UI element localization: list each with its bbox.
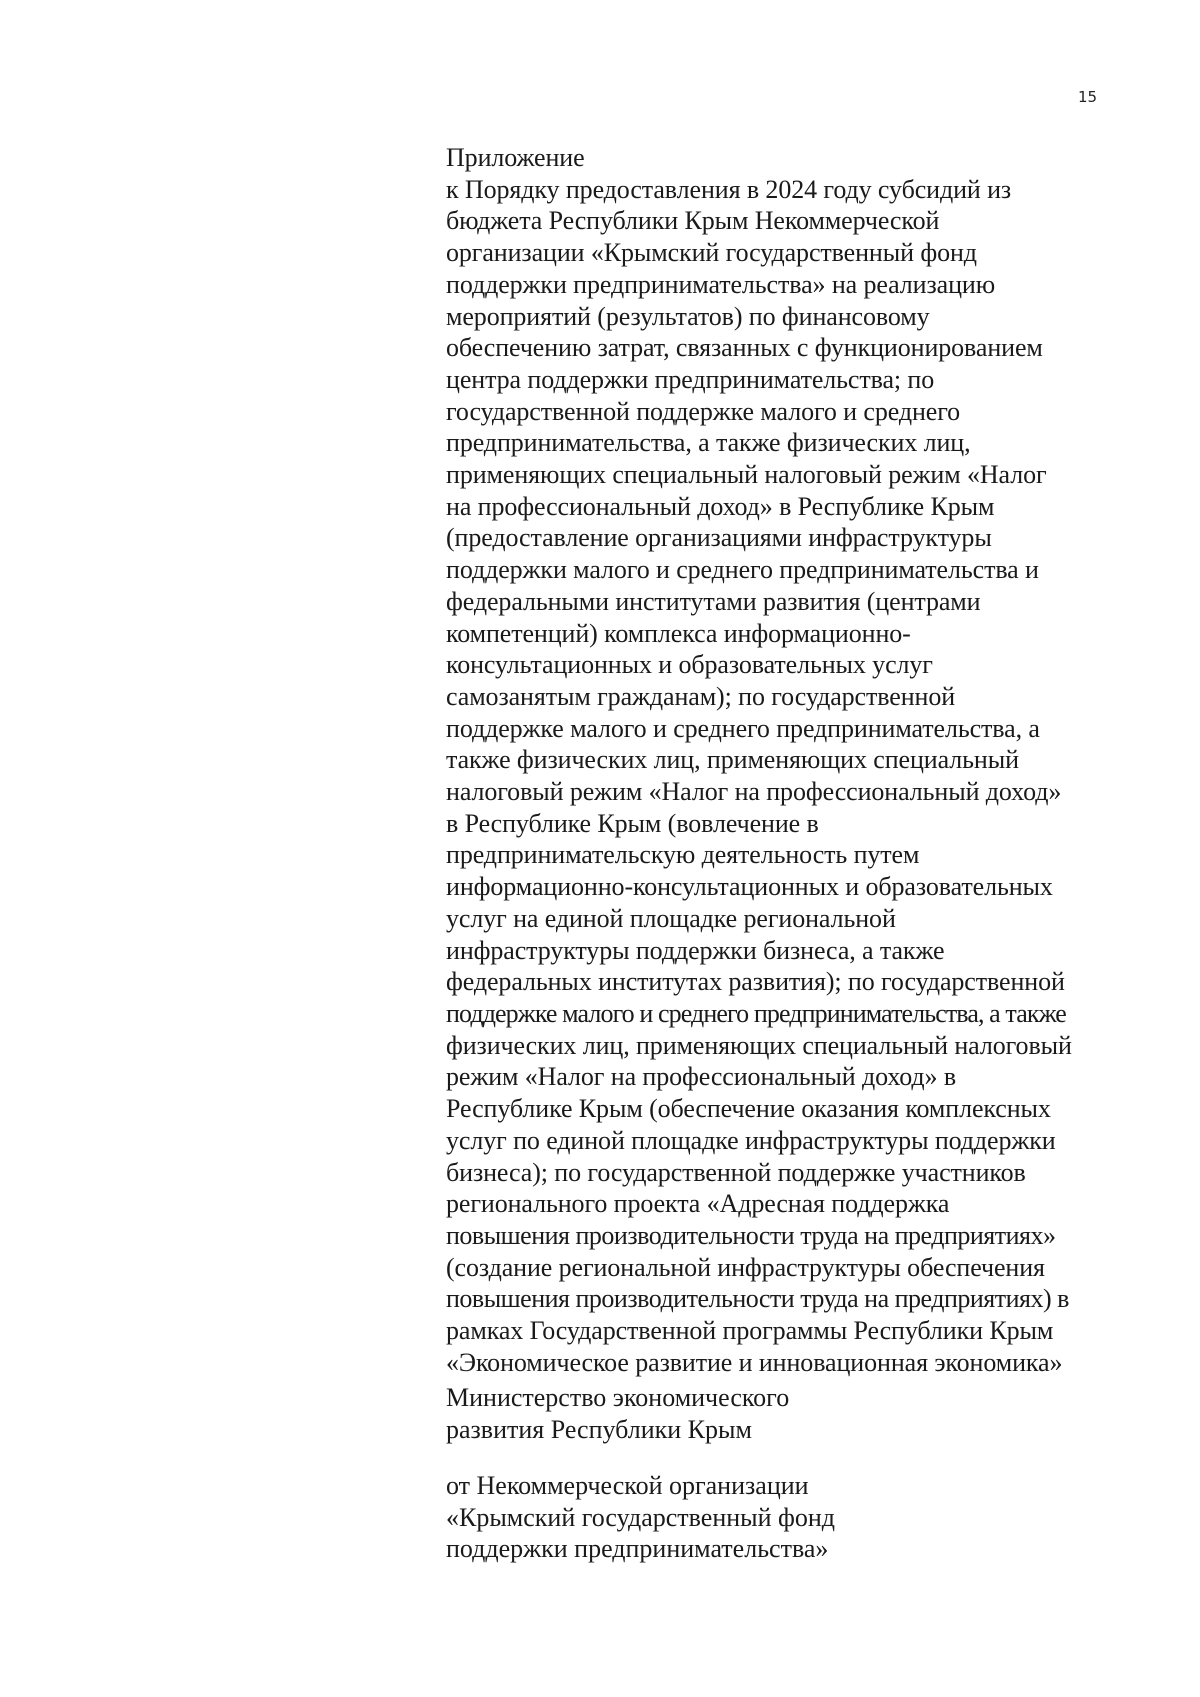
annex-line: мероприятий (результатов) по финансовому [446,301,930,331]
annex-line: самозанятым гражданам); по государственной [446,681,956,711]
annex-line: федеральных институтах развития); по государственной [446,967,1065,997]
annex-line: поддержке малого и среднего предпринимательства, а также [446,998,1066,1028]
annex-line: центра поддержки предпринимательства; по [446,364,935,394]
annex-line: информационно-консультационных и образовательных [446,872,1053,902]
sender-line: от Некоммерческой организации [446,1471,809,1500]
annex-line: поддержки предпринимательства» на реализацию [446,269,996,299]
annex-line: услуг по единой площадке инфраструктуры поддержки [446,1125,1056,1155]
annex-line: повышения производительности труда на предприятиях» [446,1220,1056,1250]
annex-line: организации «Крымский государственный фонд [446,238,977,268]
annex-line: Республике Крым (обеспечение оказания комплексных [446,1094,1051,1124]
annex-line: физических лиц, применяющих специальный налоговый [446,1030,1072,1060]
annex-line: режим «Налог на профессиональный доход» в [446,1062,957,1092]
annex-line: поддержке малого и среднего предпринимательства, а [446,713,1040,743]
sender [446,1470,1126,1565]
annex-line: поддержки малого и среднего предпринимательства и [446,555,1039,585]
annex-line: инфраструктуры поддержки бизнеса, а также [446,935,945,965]
annex-line: рамках Государственной программы Республики Крым [446,1316,1054,1346]
sender-line: поддержки предпринимательства» [446,1534,829,1564]
annex-line: государственной поддержке малого и среднего [446,396,961,426]
annex-line: услуг на единой площадке региональной [446,903,896,933]
annex-line: бизнеса); по государственной поддержке участников [446,1157,1026,1187]
annex-description [446,174,1126,1379]
addressee-line: развития Республики Крым [446,1414,752,1444]
annex-line: к Порядку предоставления в 2024 году субсидий из [446,174,1012,204]
annex-line: обеспечению затрат, связанных с функционированием [446,333,1043,363]
annex-line: консультационных и образовательных услуг [446,650,933,680]
annex-header [446,142,1126,1378]
annex-title: Приложение [446,143,585,172]
annex-line: также физических лиц, применяющих специальный [446,745,1019,775]
annex-line: федеральными институтами развития (центрами [446,586,981,616]
annex-line: предпринимательскую деятельность путем [446,840,920,870]
annex-line: применяющих специальный налоговый режим «Налог [446,460,1047,490]
annex-line: на профессиональный доход» в Республике Крым [446,491,995,521]
page-number: 15 [1078,88,1098,106]
addressee [446,1382,1126,1445]
sender-line: «Крымский государственный фонд [446,1502,836,1532]
annex-line: (предоставление организациями инфраструктуры [446,523,992,553]
addressee-line: Министерство экономического [446,1383,790,1412]
annex-line: «Экономическое развитие и инновационная экономика» [446,1347,1063,1377]
annex-line: (создание региональной инфраструктуры обеспечения [446,1252,1045,1282]
annex-line: в Республике Крым (вовлечение в [446,808,819,838]
annex-line: регионального проекта «Адресная поддержка [446,1189,950,1219]
annex-line: повышения производительности труда на предприятиях) в [446,1284,1069,1314]
annex-line: компетенций) комплекса информационно- [446,618,911,648]
annex-line: налоговый режим «Налог на профессиональный доход» [446,777,1062,807]
annex-line: предпринимательства, а также физических лиц, [446,428,971,458]
annex-line: бюджета Республики Крым Некоммерческой [446,206,940,236]
